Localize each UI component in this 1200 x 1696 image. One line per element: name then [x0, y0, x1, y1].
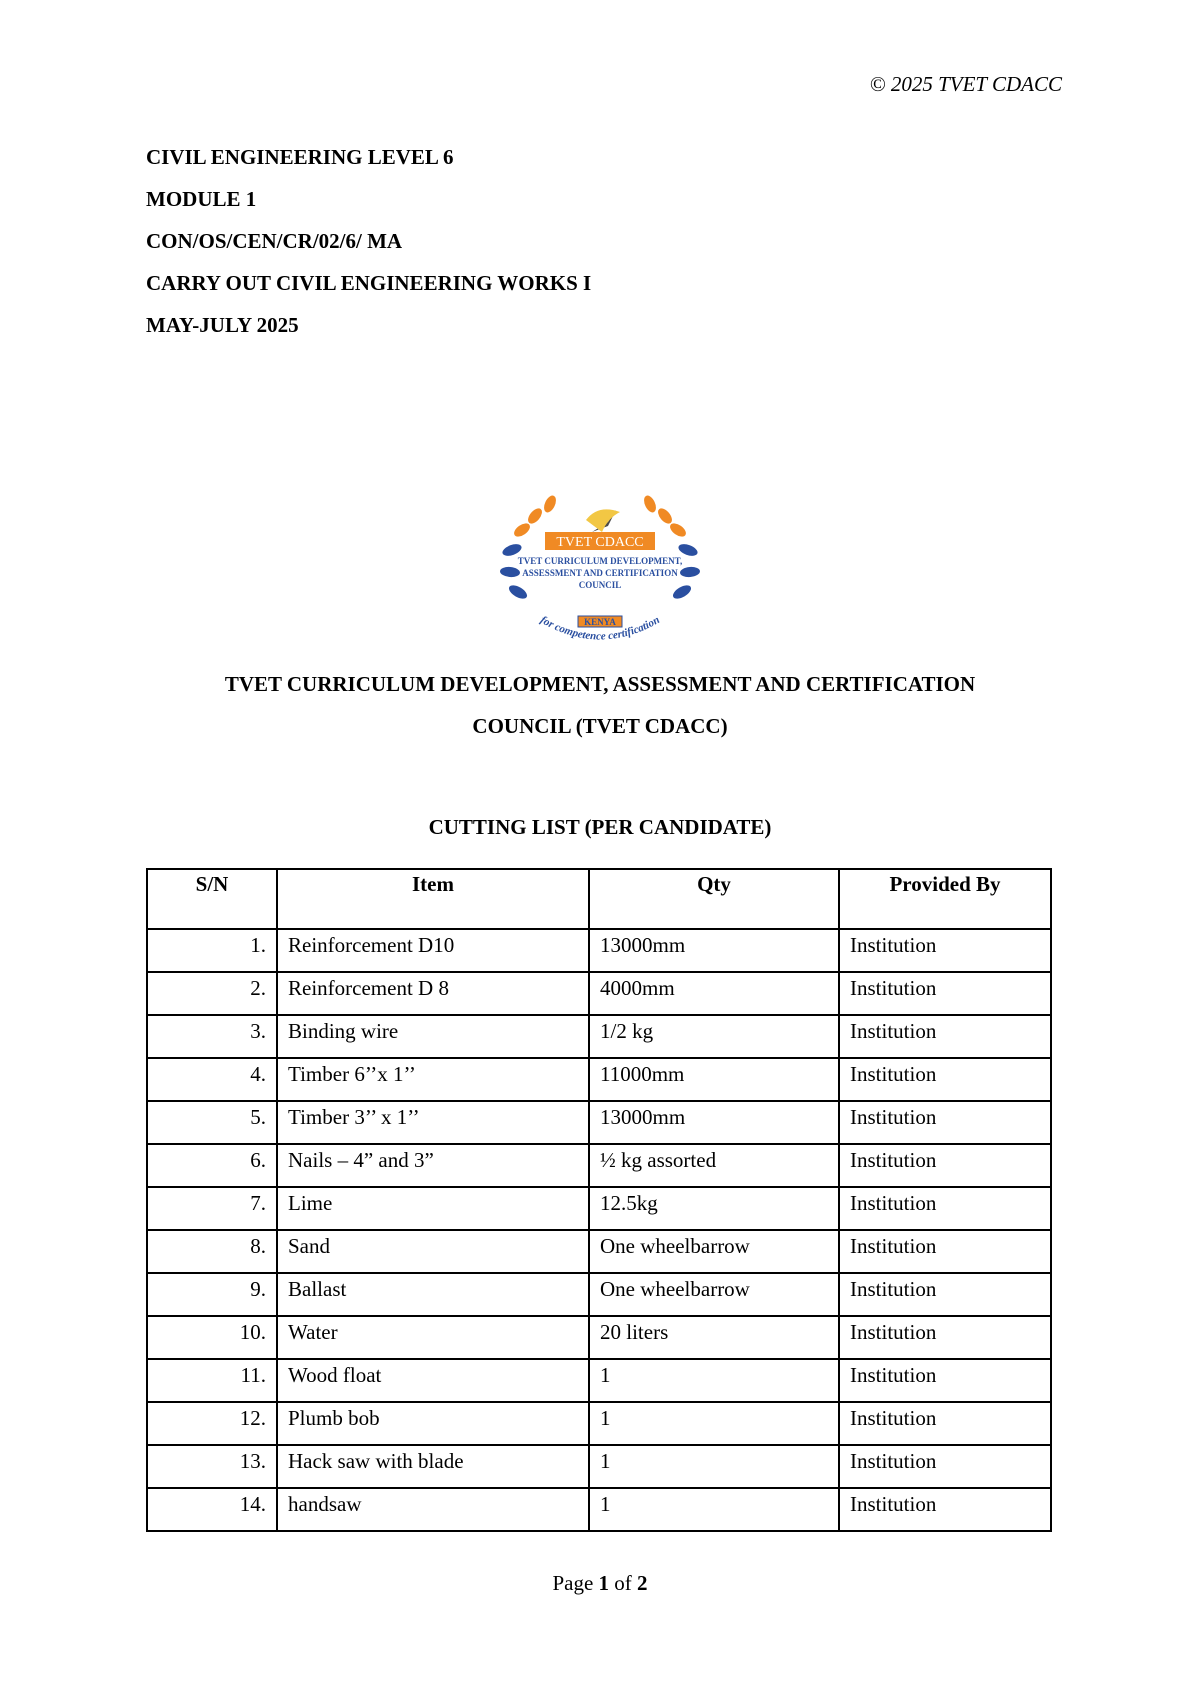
copyright-notice: © 2025 TVET CDACC [869, 72, 1062, 96]
cell-sn: 13. [147, 1445, 277, 1488]
column-header-sn: S/N [147, 869, 277, 929]
cell-item: handsaw [277, 1488, 589, 1531]
table-row [147, 1058, 1051, 1101]
cell-qty: One wheelbarrow [589, 1230, 839, 1273]
cell-qty: 1 [589, 1445, 839, 1488]
cell-sn: 3. [147, 1015, 277, 1058]
cell-item: Nails – 4” and 3” [277, 1144, 589, 1187]
table-header-row [147, 869, 1051, 929]
unit-title: CARRY OUT CIVIL ENGINEERING WORKS I [146, 271, 592, 295]
cell-qty: 12.5kg [589, 1187, 839, 1230]
cell-sn: 11. [147, 1359, 277, 1402]
column-header-provided-by: Provided By [839, 869, 1051, 929]
cell-provided-by: Institution [839, 1144, 1051, 1187]
cell-item: Reinforcement D 8 [277, 972, 589, 1015]
cutting-list-table [146, 868, 1052, 1532]
cell-qty: One wheelbarrow [589, 1273, 839, 1316]
cell-item: Hack saw with blade [277, 1445, 589, 1488]
of-word: of [614, 1571, 632, 1595]
council-name [0, 670, 1200, 754]
cell-sn: 8. [147, 1230, 277, 1273]
cell-sn: 9. [147, 1273, 277, 1316]
cell-item: Ballast [277, 1273, 589, 1316]
cell-provided-by: Institution [839, 1230, 1051, 1273]
cell-provided-by: Institution [839, 929, 1051, 972]
logo-subtitle-2: ASSESSMENT AND CERTIFICATION [522, 568, 678, 578]
page-number: 1 [598, 1571, 610, 1595]
cell-sn: 7. [147, 1187, 277, 1230]
exam-header [146, 144, 591, 354]
cell-qty: 4000mm [589, 972, 839, 1015]
cell-provided-by: Institution [839, 1445, 1051, 1488]
cell-item: Reinforcement D10 [277, 929, 589, 972]
cell-item: Wood float [277, 1359, 589, 1402]
logo-banner-text: TVET CDACC [556, 535, 644, 550]
column-header-qty: Qty [589, 869, 839, 929]
cell-provided-by: Institution [839, 1402, 1051, 1445]
cell-sn: 5. [147, 1101, 277, 1144]
logo-subtitle-1: TVET CURRICULUM DEVELOPMENT, [517, 556, 683, 566]
cell-provided-by: Institution [839, 1316, 1051, 1359]
table-row [147, 1144, 1051, 1187]
table-row [147, 1445, 1051, 1488]
table-row [147, 929, 1051, 972]
table-row [147, 1316, 1051, 1359]
module-label: MODULE 1 [146, 187, 257, 211]
table-row [147, 1101, 1051, 1144]
cell-qty: ½ kg assorted [589, 1144, 839, 1187]
cell-provided-by: Institution [839, 1359, 1051, 1402]
table-row [147, 1488, 1051, 1531]
column-header-item: Item [277, 869, 589, 929]
logo-country: KENYA [584, 617, 616, 627]
cell-item: Sand [277, 1230, 589, 1273]
table-row [147, 1273, 1051, 1316]
cell-provided-by: Institution [839, 1187, 1051, 1230]
course-title: CIVIL ENGINEERING LEVEL 6 [146, 145, 454, 169]
cell-item: Timber 3’’ x 1’’ [277, 1101, 589, 1144]
cell-provided-by: Institution [839, 1058, 1051, 1101]
cell-qty: 20 liters [589, 1316, 839, 1359]
cell-sn: 4. [147, 1058, 277, 1101]
cell-item: Timber 6’’x 1’’ [277, 1058, 589, 1101]
cell-item: Binding wire [277, 1015, 589, 1058]
cell-provided-by: Institution [839, 1101, 1051, 1144]
cell-qty: 13000mm [589, 929, 839, 972]
table-row [147, 972, 1051, 1015]
cell-qty: 11000mm [589, 1058, 839, 1101]
table-body [147, 929, 1051, 1531]
cell-qty: 1/2 kg [589, 1015, 839, 1058]
exam-series: MAY-JULY 2025 [146, 313, 299, 337]
cell-item: Lime [277, 1187, 589, 1230]
cell-sn: 12. [147, 1402, 277, 1445]
page-word: Page [552, 1571, 594, 1595]
tvet-cdacc-logo [490, 492, 710, 662]
unit-code: CON/OS/CEN/CR/02/6/ MA [146, 229, 403, 253]
cell-sn: 1. [147, 929, 277, 972]
cell-item: Plumb bob [277, 1402, 589, 1445]
cell-provided-by: Institution [839, 1273, 1051, 1316]
table-row [147, 1015, 1051, 1058]
cell-provided-by: Institution [839, 1015, 1051, 1058]
cell-qty: 1 [589, 1402, 839, 1445]
cell-qty: 1 [589, 1359, 839, 1402]
cell-provided-by: Institution [839, 972, 1051, 1015]
cell-item: Water [277, 1316, 589, 1359]
logo-motto: for competence certification [538, 613, 662, 643]
council-name-line-1: TVET CURRICULUM DEVELOPMENT, ASSESSMENT AND CERTIFICATION [224, 672, 976, 696]
cell-sn: 14. [147, 1488, 277, 1531]
page-footer [0, 1571, 1200, 1596]
cell-sn: 2. [147, 972, 277, 1015]
cell-sn: 6. [147, 1144, 277, 1187]
table-row [147, 1359, 1051, 1402]
total-pages: 2 [637, 1571, 648, 1595]
table-row [147, 1187, 1051, 1230]
council-name-line-2: COUNCIL (TVET CDACC) [472, 714, 728, 738]
cell-qty: 13000mm [589, 1101, 839, 1144]
cell-provided-by: Institution [839, 1488, 1051, 1531]
table-row [147, 1230, 1051, 1273]
cutting-list-title: CUTTING LIST (PER CANDIDATE) [428, 815, 772, 839]
logo-subtitle-3: COUNCIL [578, 580, 622, 590]
cell-qty: 1 [589, 1488, 839, 1531]
cell-sn: 10. [147, 1316, 277, 1359]
table-row [147, 1402, 1051, 1445]
